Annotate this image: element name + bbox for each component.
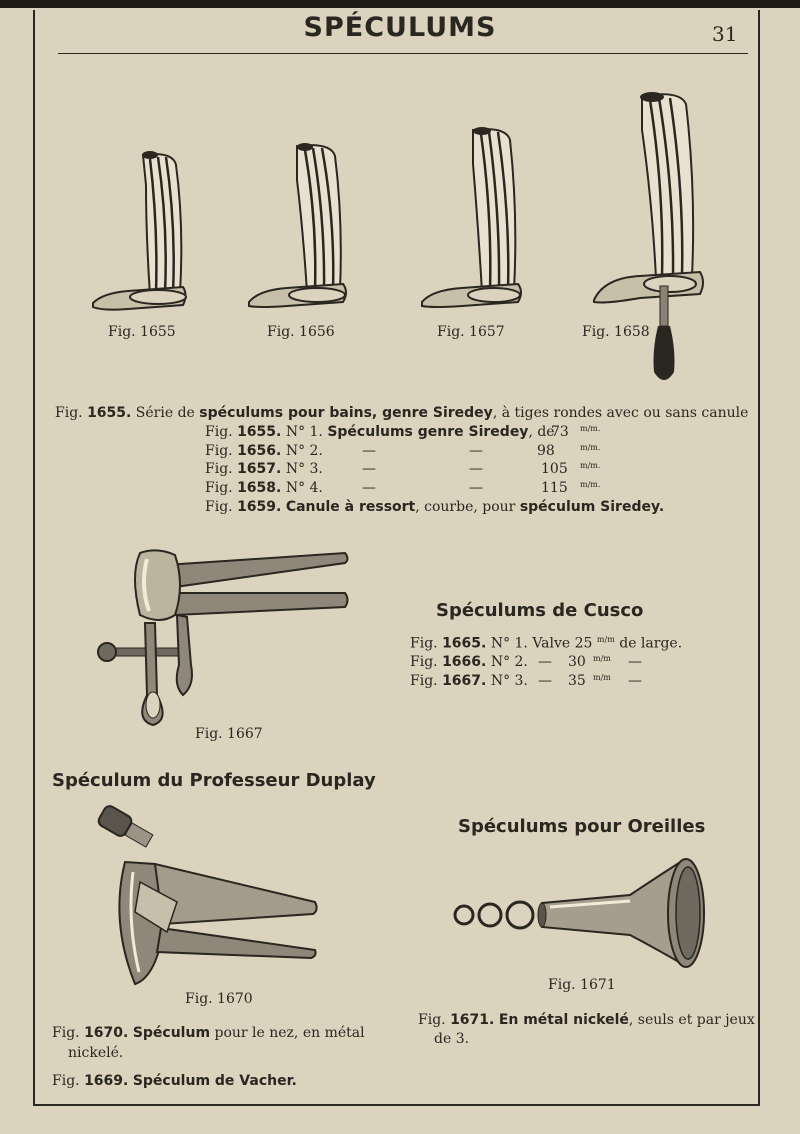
duplay-caption-line1: Fig. 1670. Spéculum pour le nez, en métal — [52, 1025, 365, 1041]
fig-1667-label: Fig. 1667 — [195, 726, 263, 742]
cusco-heading: Spéculums de Cusco — [436, 600, 644, 621]
fig-1658-label: Fig. 1658 — [582, 324, 650, 340]
speculum-1656-illustration — [245, 140, 355, 318]
siredey-line-1659: Fig. 1659. Canule à ressort, courbe, pour spéculum Siredey. — [205, 499, 665, 515]
siredey-line-1658: Fig. 1658. N° 4. — — 115 m/m. — [205, 480, 601, 496]
siredey-intro: Fig. 1655. Série de spéculums pour bains, genre Siredey, à tiges rondes avec ou sans canule — [55, 405, 749, 421]
siredey-line-1655: Fig. 1655. N° 1. Spéculums genre Siredey, de 73 m/m. — [205, 424, 601, 440]
siredey-line-1657: Fig. 1657. N° 3. — — 105 m/m. — [205, 461, 601, 477]
page-title: SPÉCULUMS — [303, 12, 497, 43]
duplay-speculum-illustration — [95, 802, 325, 988]
header-rule — [58, 53, 748, 54]
fig-1671-label: Fig. 1671 — [548, 977, 616, 993]
cusco-line-1665: Fig. 1665. N° 1. Valve 25 $^{m/m}$ de large. — [410, 635, 683, 652]
cusco-speculum-illustration — [95, 545, 355, 727]
fig-1656-label: Fig. 1656 — [267, 324, 335, 340]
page-number: 31 — [712, 22, 738, 46]
oreilles-caption-line1: Fig. 1671. En métal nickelé, seuls et par jeux — [418, 1012, 755, 1028]
oreilles-caption-line2: de 3. — [434, 1031, 470, 1047]
vacher-caption: Fig. 1669. Spéculum de Vacher. — [52, 1073, 297, 1089]
speculum-1655-illustration — [88, 145, 198, 320]
siredey-line-1656: Fig. 1656. N° 2. — — 98 m/m. — [205, 443, 601, 459]
fig-1655-label: Fig. 1655 — [108, 324, 176, 340]
cusco-line-1667: Fig. 1667. N° 3. — 35 m/m — — [410, 673, 642, 689]
fig-1657-label: Fig. 1657 — [437, 324, 505, 340]
oreilles-heading: Spéculums pour Oreilles — [458, 816, 706, 837]
speculum-1657-illustration — [418, 124, 528, 316]
cusco-line-1666: Fig. 1666. N° 2. — 30 m/m — — [410, 654, 642, 670]
ear-speculum-illustration — [450, 855, 712, 971]
top-border — [0, 0, 800, 8]
speculum-1658-illustration — [592, 90, 712, 388]
duplay-caption-line2: nickelé. — [68, 1045, 124, 1061]
fig-1670-label: Fig. 1670 — [185, 991, 253, 1007]
duplay-heading: Spéculum du Professeur Duplay — [52, 770, 376, 791]
